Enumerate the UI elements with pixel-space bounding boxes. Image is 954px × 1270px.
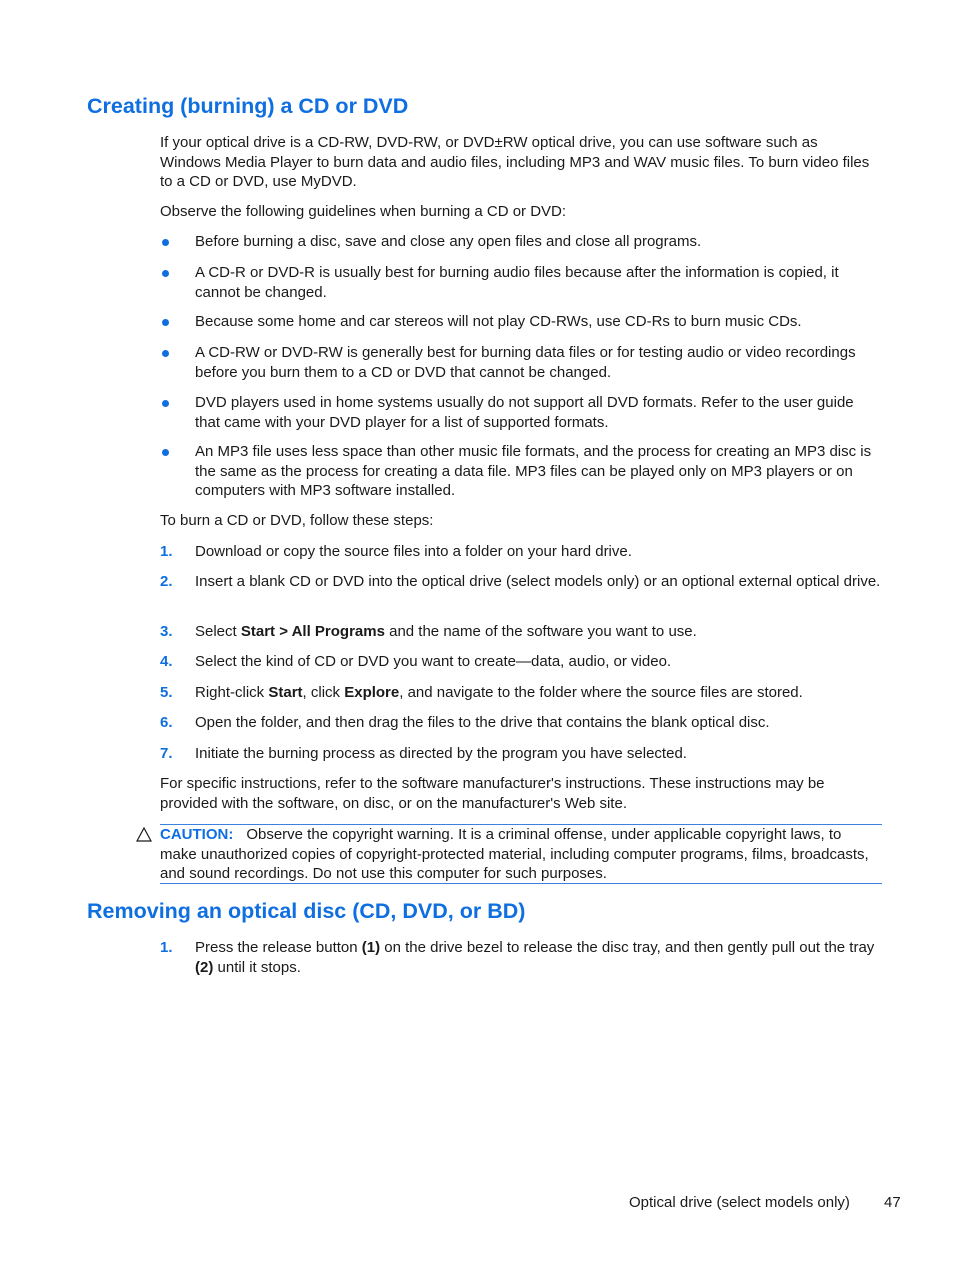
bullet-text: A CD-RW or DVD-RW is generally best for burning data files or for testing audio or video recordings before you burn them to a CD or DVD that cannot be changed.: [195, 344, 856, 381]
step-item: [160, 938, 882, 977]
bullet-icon: [162, 400, 169, 407]
step-text: [195, 938, 882, 977]
step-text: [195, 622, 882, 642]
caution-text-block: [160, 825, 882, 884]
warning-triangle-icon: [136, 827, 152, 842]
step-number: 7.: [160, 745, 173, 762]
list-item: [160, 312, 882, 332]
step-text: Download or copy the source files into a folder on your hard drive.: [195, 543, 632, 560]
list-item: [160, 442, 882, 501]
step-text-pre: Select: [195, 623, 241, 640]
step-item: [160, 572, 882, 592]
step-number: 5.: [160, 684, 173, 701]
start-label: Start: [268, 684, 303, 701]
step-number: 2.: [160, 573, 173, 590]
bullet-text: Because some home and car stereos will not play CD-RWs, use CD-Rs to burn music CDs.: [195, 313, 802, 330]
bullet-icon: [162, 350, 169, 357]
step-text: Open the folder, and then drag the files to the drive that contains the blank optical disc.: [195, 714, 770, 731]
step-text: Initiate the burning process as directed by the program you have selected.: [195, 745, 687, 762]
explore-label: Explore: [344, 684, 400, 701]
step-item: [160, 542, 882, 562]
step-item: [160, 622, 882, 642]
caution-label: CAUTION:: [160, 826, 234, 843]
bullet-icon: [162, 449, 169, 456]
callout-1: (1): [361, 939, 381, 956]
caution-text: Observe the copyright warning. It is a criminal offense, under applicable copyright laws, to make unauthorized copies of copyright-protected material, including computer programs, films, broadcasts, and sound recordings. Do not use this computer for such purposes.: [160, 826, 869, 882]
list-item: [160, 343, 882, 382]
bullet-text: DVD players used in home systems usually do not support all DVD formats. Refer to the user guide that came with your DVD player for a list of supported formats.: [195, 394, 854, 431]
step-text: Select the kind of CD or DVD you want to create—data, audio, or video.: [195, 653, 672, 670]
closing-paragraph: For specific instructions, refer to the software manufacturer's instructions. These instructions may be provided with the software, on disc, or on the manufacturer's Web site.: [160, 775, 825, 812]
step-number: 1.: [160, 939, 173, 956]
step-number: 6.: [160, 714, 173, 731]
step-text-mid: , click: [302, 684, 345, 701]
steps-intro: To burn a CD or DVD, follow these steps:: [160, 512, 434, 529]
step-item: [160, 683, 882, 703]
step-number: 4.: [160, 653, 173, 670]
list-item: [160, 232, 882, 252]
bullet-text: An MP3 file uses less space than other music file formats, and the process for creating an MP3 disc is the same as the process for creating a data file. MP3 files can be played only on MP3 players or on computers with MP3 software installed.: [195, 443, 872, 499]
list-item: [160, 393, 882, 432]
caution-box: [160, 824, 882, 884]
step-text: Insert a blank CD or DVD into the optical drive (select models only) or an optional external optical drive.: [195, 573, 881, 590]
step-text-pre: Press the release button: [195, 939, 362, 956]
list-item: [160, 263, 882, 302]
section-title-removing: Removing an optical disc (CD, DVD, or BD): [87, 899, 526, 923]
step-text-mid: on the drive bezel to release the disc tray, and then gently pull out the tray: [380, 939, 875, 956]
step-text-post: , and navigate to the folder where the source files are stored.: [399, 684, 803, 701]
intro-paragraph: If your optical drive is a CD-RW, DVD-RW, or DVD±RW optical drive, you can use software such as Windows Media Player to burn data and audio files, including MP3 and WAV music files. To burn video files to a CD or DVD, use MyDVD.: [160, 134, 870, 190]
step-number: 3.: [160, 623, 173, 640]
bullet-icon: [162, 239, 169, 246]
footer-section-title: Optical drive (select models only): [629, 1194, 850, 1211]
bullet-text: A CD-R or DVD-R is usually best for burning audio files because after the information is copied, it cannot be changed.: [195, 264, 839, 301]
step-number: 1.: [160, 543, 173, 560]
callout-2: (2): [195, 958, 214, 976]
step-text-post: and the name of the software you want to use.: [384, 623, 697, 640]
guidelines-intro: Observe the following guidelines when burning a CD or DVD:: [160, 203, 567, 220]
step-text-pre: Right-click: [195, 684, 269, 701]
page-number: 47: [884, 1194, 901, 1211]
bullet-icon: [162, 319, 169, 326]
step-text: [195, 683, 882, 703]
menu-path: Start > All Programs: [240, 623, 385, 640]
step-item: [160, 713, 882, 733]
bullet-icon: [162, 270, 169, 277]
bullet-text: Before burning a disc, save and close any open files and close all programs.: [195, 233, 702, 250]
step-item: [160, 652, 882, 672]
section-title-creating: Creating (burning) a CD or DVD: [87, 94, 409, 118]
step-item: [160, 744, 882, 764]
step-text-post: until it stops.: [213, 958, 301, 976]
